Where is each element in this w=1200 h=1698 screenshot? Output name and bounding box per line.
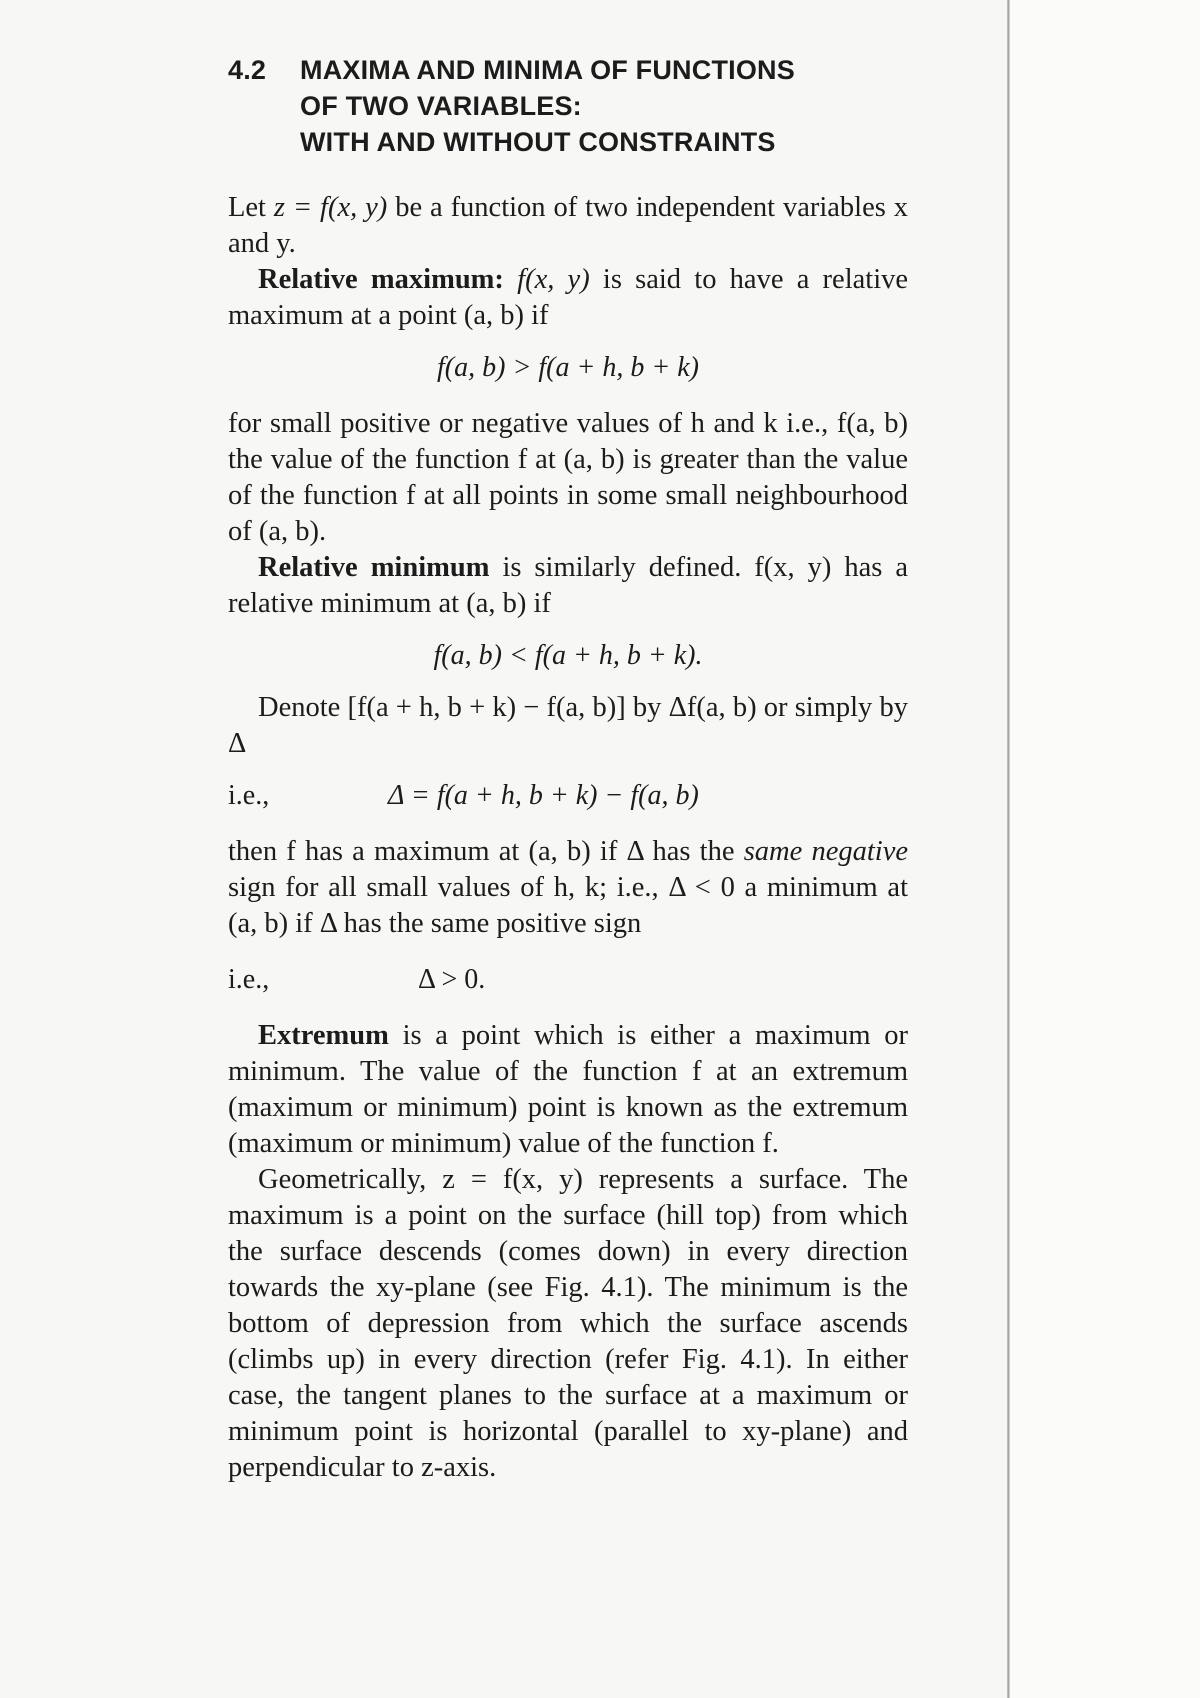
page-margin xyxy=(1010,0,1200,1698)
page-edge xyxy=(1007,0,1010,1698)
relative-maximum-explanation: for small positive or negative values of h and k i.e., f(a, b) the value of the function f at (a, b) is greater than the value of the function f at all points in some small neighbourhood of (a, b). xyxy=(228,408,908,547)
ie-label: i.e., xyxy=(228,780,270,811)
relative-maximum-paragraph xyxy=(228,262,908,334)
maximum-condition-paragraph xyxy=(228,834,908,942)
page-content xyxy=(228,52,908,1486)
section-number: 4.2 xyxy=(228,55,267,85)
maximum-condition-text-end: sign for all small values of h, k; i.e., Δ < 0 a minimum at (a, b) if Δ has the same positive sign xyxy=(228,872,908,939)
relative-minimum-paragraph xyxy=(228,550,908,622)
section-title-line: OF TWO VARIABLES: xyxy=(300,91,582,121)
intro-paragraph xyxy=(228,190,908,262)
relative-maximum-space xyxy=(504,264,517,295)
section-heading xyxy=(228,52,908,160)
extremum-text: is a point which is either a maximum or minimum. The value of the function f at an extremum (maximum or minimum) point is known as the extremum (maximum or minimum) value of the function f. xyxy=(228,1020,908,1159)
delta-equation-row xyxy=(228,778,908,814)
minimum-equation: Δ > 0. xyxy=(418,964,486,995)
relative-minimum-equation: f(a, b) < f(a + h, b + k). xyxy=(433,640,703,671)
extremum-paragraph xyxy=(228,1018,908,1162)
geometry-paragraph: Geometrically, z = f(x, y) represents a surface. The maximum is a point on the surface (hill top) from which the surface descends (comes down) in every direction towards the xy-plane (see Fig. 4.1). The minimum is the bottom of depression from which the surface ascends (climbs up) in every direction (refer Fig. 4.1). In either case, the tangent planes to the surface at a maximum or minimum point is horizontal (parallel to xy-plane) and perpendicular to z-axis. xyxy=(228,1164,908,1483)
relative-maximum-math: f(x, y) xyxy=(517,264,590,295)
relative-maximum-equation: f(a, b) > f(a + h, b + k) xyxy=(437,352,699,383)
section-title-line: WITH AND WITHOUT CONSTRAINTS xyxy=(300,127,776,157)
intro-math: z = f(x, y) xyxy=(273,192,388,223)
extremum-term: Extremum xyxy=(258,1020,389,1051)
section-title-line: MAXIMA AND MINIMA OF FUNCTIONS xyxy=(300,55,795,85)
maximum-condition-text: then f has a maximum at (a, b) if Δ has the xyxy=(228,836,744,867)
relative-maximum-term: Relative maximum: xyxy=(258,264,504,295)
relative-minimum-term: Relative minimum xyxy=(258,552,490,583)
delta-equation: Δ = f(a + h, b + k) − f(a, b) xyxy=(388,780,699,811)
intro-text: Let xyxy=(228,192,274,223)
maximum-condition-emphasis: same negative xyxy=(743,836,908,867)
intro-text-end: be a function of two independent variables x and y. xyxy=(228,192,908,259)
ie-label: i.e., xyxy=(228,964,270,995)
relative-maximum-text: is said to have a relative maximum at a point (a, b) if xyxy=(228,264,909,331)
minimum-equation-row xyxy=(228,962,908,998)
relative-minimum-text: is similarly defined. f(x, y) has a relative minimum at (a, b) if xyxy=(228,552,908,619)
delta-definition: Denote [f(a + h, b + k) − f(a, b)] by Δf(a, b) or simply by Δ xyxy=(228,692,908,759)
section-title xyxy=(300,52,795,160)
